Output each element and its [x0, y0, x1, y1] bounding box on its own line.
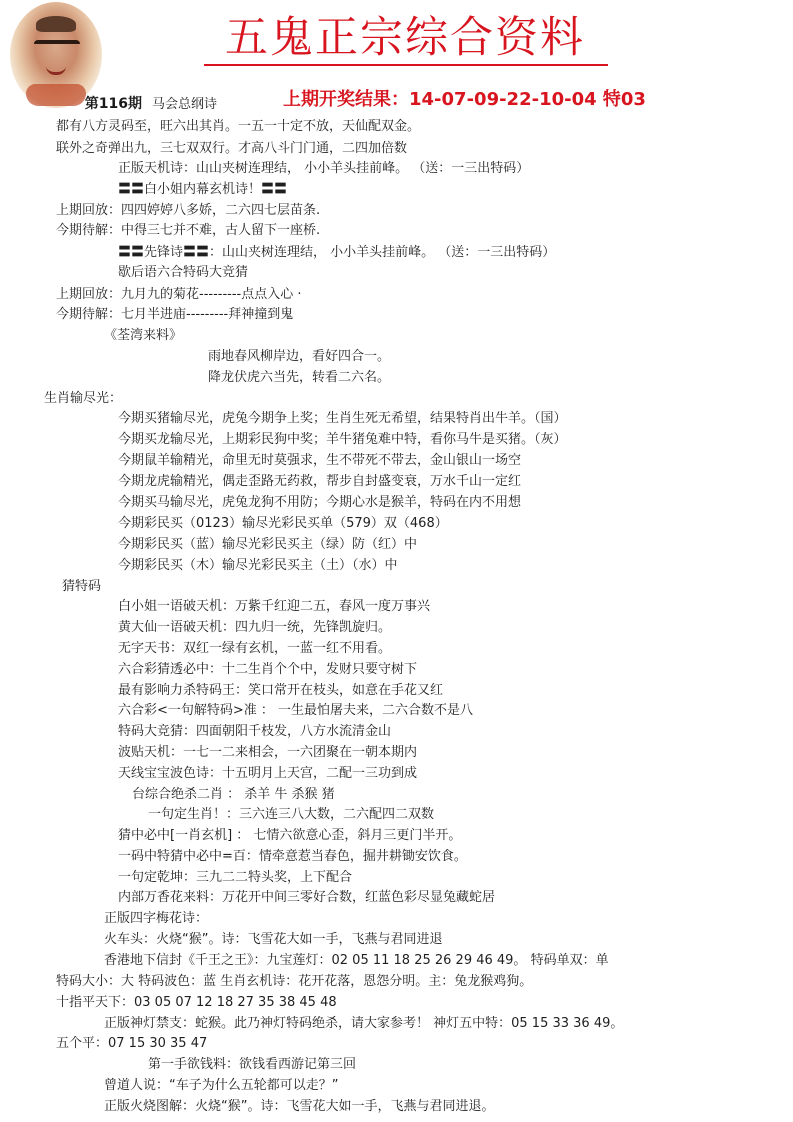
text-line: 今期龙虎输精光，偶走歪路无药救，帮步自封盛变衰，万水千山一定红 [118, 474, 522, 489]
issue-subtitle: 马会总纲诗 [152, 97, 218, 112]
text-line: 正版天机诗：山山夹树连理结， 小小羊头挂前峰。 （送：一三出特码） [118, 161, 530, 176]
text-line: 上期回放：四四婷婷八多娇，二六四七层苗条. [56, 203, 321, 218]
text-line: 猜特码 [62, 579, 102, 594]
text-line: 〓〓先锋诗〓〓：山山夹树连理结， 小小羊头挂前峰。 （送：一三出特码） [118, 245, 556, 260]
text-line: 一句定生肖！：三六连三八大数，二六配四二双数 [148, 807, 435, 822]
text-line: 香港地下信封《千王之王》：九宝莲灯：02 05 11 18 25 26 29 46 49。 特码单双：单 [104, 953, 609, 968]
page-title: 五鬼正宗综合资料 [225, 13, 585, 63]
text-line: 今期彩民买（蓝）输尽光彩民买主（绿）防（红）中 [118, 537, 418, 552]
avatar-hair [36, 16, 76, 32]
text-line: 黄大仙一语破天机：四九归一统，先锋凯旋归。 [118, 620, 392, 635]
text-line: 〓〓白小姐内幕玄机诗！〓〓 [118, 182, 288, 197]
text-line: 六合彩猜透必中：十二生肖个个中，发财只要守树下 [118, 662, 418, 677]
last-draw-result: 上期开奖结果：14-07-09-22-10-04 特03 [283, 89, 646, 110]
text-line: 今期买龙输尽光，上期彩民狗中奖；羊牛猪兔难中特，看你马牛是买猪。（灰） [118, 432, 567, 447]
text-line: 正版火烧图解：火烧“猴”。诗：飞雪花大如一手，飞燕与君同进退。 [104, 1099, 495, 1114]
text-line: 今期彩民买（木）输尽光彩民买主（土）（水）中 [118, 558, 398, 573]
text-line: 联外之奇弹出九，三七双双行。才高八斗门门通，二四加倍数 [56, 141, 408, 156]
text-line: 第一手欲钱料：欲钱看西游记第三回 [148, 1057, 357, 1072]
text-line: 内部万香花来料：万花开中间三零好合数，红蓝色彩尽显兔藏蛇居 [118, 890, 496, 905]
text-line: 今期彩民买（0123）输尽光彩民买单（579）双（468） [118, 516, 448, 531]
text-line: 今期待解：七月半进庙---------拜神撞到鬼 [56, 307, 294, 322]
text-line: 正版四字梅花诗： [104, 911, 209, 926]
text-line: 波贴天机：一七一二来相会，一六团聚在一朝本期内 [118, 745, 418, 760]
text-line: 都有八方灵码至，旺六出其肖。一五一十定不放，天仙配双金。 [56, 119, 421, 134]
text-line: 歇后语六合特码大竞猜 [118, 265, 249, 280]
text-line: 正版神灯禁支：蛇猴。此乃神灯特码绝杀，请大家参考！ 神灯五中特：05 15 33 36 49。 [104, 1016, 624, 1031]
text-line: 生肖输尽光： [44, 391, 123, 406]
text-line: 今期鼠羊输精光，命里无时莫强求，生不带死不带去，金山银山一场空 [118, 453, 522, 468]
text-line: 一句定乾坤：三九二二特头奖，上下配合 [118, 870, 353, 885]
text-line: 十指平天下：03 05 07 12 18 27 35 38 45 48 [56, 995, 337, 1010]
text-line: 今期买马输尽光，虎兔龙狗不用防；今期心水是猴羊，特码在内不用想 [118, 495, 522, 510]
text-line: 五个平：07 15 30 35 47 [56, 1036, 208, 1051]
text-line: 无字天书：双红一绿有玄机，一蓝一红不用看。 [118, 641, 392, 656]
text-line: 最有影响力杀特码王：笑口常开在枝头，如意在手花又红 [118, 683, 444, 698]
text-line: 火车头：火烧“猴”。诗：飞雪花大如一手，飞燕与君同进退 [104, 932, 443, 947]
avatar [10, 2, 102, 108]
avatar-glasses [34, 40, 80, 54]
text-line: 特码大小：大 特码波色：蓝 生肖玄机诗：花开花落，恩怨分明。主：兔龙猴鸡狗。 [56, 974, 533, 989]
text-line: 白小姐一语破天机：万紫千红迎二五，春风一度万事兴 [118, 599, 431, 614]
text-line: 天线宝宝波色诗：十五明月上天宫，二配一三功到成 [118, 766, 418, 781]
text-line: 《荃湾来料》 [104, 328, 183, 343]
text-line: 猜中必中[一肖玄机] ： 七情六欲意心歪，斜月三更门半开。 [118, 828, 462, 843]
text-line: 降龙伏虎六当先，转看二六名。 [208, 370, 391, 385]
text-line: 今期待解：中得三七并不难，古人留下一座桥. [56, 223, 321, 238]
issue-number: 第116期 [84, 96, 142, 112]
avatar-mouth [46, 66, 66, 75]
text-line: 台综合绝杀二肖 ： 杀羊 牛 杀猴 猪 [132, 787, 335, 802]
text-line: 特码大竞猜：四面朝阳千枝发，八方水流清金山 [118, 724, 392, 739]
title-underline [204, 64, 608, 66]
text-line: 一码中特猜中必中=百：情牵意惹当春色，掘井耕锄安饮食。 [118, 849, 467, 864]
text-line: 六合彩<一句解特码>准 ： 一生最怕屠夫来，二六合数不是八 [118, 703, 474, 718]
text-line: 今期买猪输尽光，虎兔今期争上奖；生肖生死无希望，结果特肖出牛羊。（国） [118, 411, 567, 426]
text-line: 曾道人说：“车子为什么五轮都可以走？” [104, 1078, 339, 1093]
text-line: 雨地春风柳岸边，看好四合一。 [208, 349, 391, 364]
text-line: 上期回放：九月九的菊花---------点点入心 · [56, 287, 302, 302]
